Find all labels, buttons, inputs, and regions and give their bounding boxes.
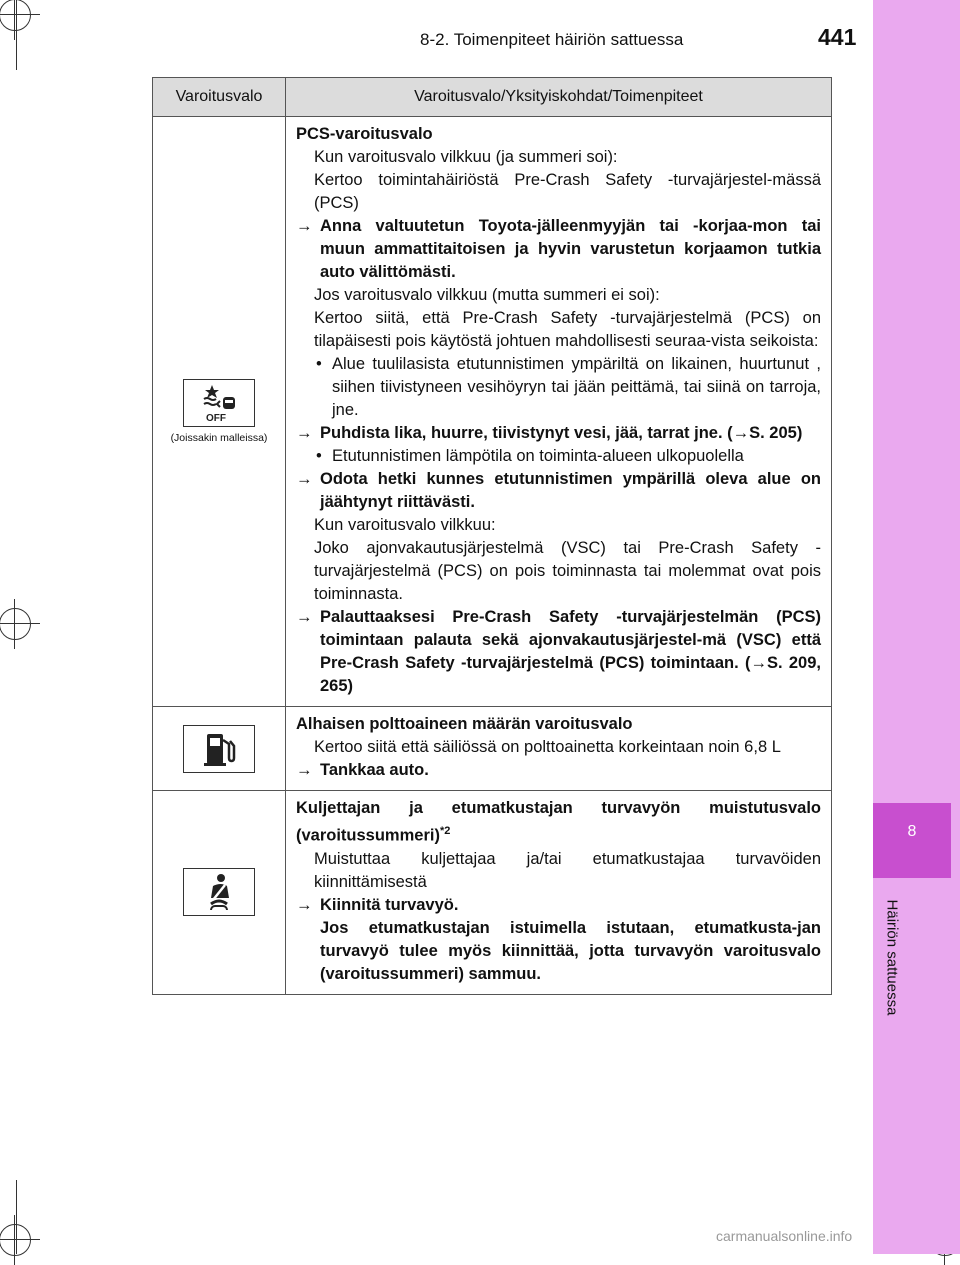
row-title xyxy=(296,797,821,848)
section-title: 8-2. Toimenpiteet häiriön sattuessa xyxy=(420,30,684,49)
details-cell xyxy=(286,791,832,995)
bullet-text: Alue tuulilasista etutunnistimen ympäriltä on likainen, huurtunut , siihen tiivistyneen vesihöyryn tai jään peittämä, tai siinä on tarroja, jne. xyxy=(332,355,821,419)
chapter-title-vertical xyxy=(880,886,904,1036)
action-item xyxy=(296,759,821,782)
column-header-details: Varoitusvalo/Yksityiskohdat/Toimenpiteet xyxy=(286,78,832,117)
action-item xyxy=(296,422,821,445)
action-text: Palauttaaksesi Pre-Crash Safety -turvajärjestelmän (PCS) toimintaan palauta sekä ajonvakautusjärjestel-mä (VSC) että Pre-Crash Safety -turvajärjestelmä (PCS) toimintaan. (→S. 209, 265) xyxy=(320,608,821,695)
arrow-icon: → xyxy=(296,895,313,914)
table-row xyxy=(153,117,832,707)
fuel-pump-icon xyxy=(183,725,255,773)
chapter-title: Häiriön sattuessa xyxy=(883,899,901,1016)
action-text: Tankkaa auto. xyxy=(320,761,429,779)
column-header-warning-light: Varoitusvalo xyxy=(153,78,286,117)
action-text: Anna valtuutetun Toyota-jälleenmyyjän tai -korjaa-mon tai muun ammattitaitoisen ja hyvin varustetun korjaamon tutkia auto välittömästi. xyxy=(320,217,821,281)
chapter-number: 8 xyxy=(907,823,917,840)
arrow-icon: → xyxy=(296,424,313,442)
warning-lights-table xyxy=(152,77,832,995)
bullet-item xyxy=(296,445,821,468)
detail-text: Jos varoitusvalo vilkkuu (mutta summeri ei soi): xyxy=(314,286,660,304)
bullet-text: Etutunnistimen lämpötila on toiminta-alueen ulkopuolella xyxy=(332,447,744,465)
detail-text: Kun varoitusvalo vilkkuu: xyxy=(314,516,496,534)
arrow-icon: → xyxy=(296,470,313,488)
arrow-icon: → xyxy=(296,608,313,626)
detail-text: Kun varoitusvalo vilkkuu (ja summeri soi): xyxy=(314,148,618,166)
icon-cell xyxy=(153,707,286,791)
row-title: PCS-varoitusvalo xyxy=(296,125,433,143)
action-text: Odota hetki kunnes etutunnistimen ympärillä oleva alue on jäähtynyt riittävästi. xyxy=(320,470,821,511)
table-row xyxy=(153,707,832,791)
bullet-icon: • xyxy=(316,355,322,373)
action-item xyxy=(296,468,821,514)
arrow-icon: → xyxy=(296,217,313,235)
action-text: Jos etumatkustajan istuimella istutaan, etumatkusta-jan turvavyö tulee myös kiinnittää, jotta turvavyön varoitusvalo (varoitussummeri) sammuu. xyxy=(320,918,821,983)
action-text: Kiinnitä turvavyö. xyxy=(320,895,459,914)
table-header-row xyxy=(153,78,832,117)
bullet-icon: • xyxy=(316,447,322,465)
icon-cell xyxy=(153,791,286,995)
icon-note: (Joissakin malleissa) xyxy=(170,432,268,444)
bullet-item xyxy=(296,353,821,422)
chapter-side-tab xyxy=(873,0,960,1254)
crop-mark-mid-left xyxy=(0,608,31,640)
detail-text: Kertoo toimintahäiriöstä Pre-Crash Safety -turvajärjestel-mässä (PCS) xyxy=(314,171,821,212)
icon-cell xyxy=(153,117,286,707)
trim-line xyxy=(16,1180,17,1254)
details-cell xyxy=(286,117,832,707)
detail-text: Kertoo siitä, että Pre-Crash Safety -turvajärjestelmä (PCS) on tilapäisesti pois käytöstä johtuen mahdollisesti seuraa-vista seikoista: xyxy=(314,309,821,350)
action-item-continued xyxy=(296,917,821,986)
trim-line xyxy=(16,0,17,70)
detail-text: Joko ajonvakautusjärjestelmä (VSC) tai Pre-Crash Safety -turvajärjestelmä (PCS) on pois toiminnasta tai molemmat ovat pois toiminnasta. xyxy=(314,539,821,603)
svg-text:OFF: OFF xyxy=(206,413,226,423)
detail-text: Kertoo siitä että säiliössä on polttoainetta korkeintaan noin 6,8 L xyxy=(314,738,781,756)
seatbelt-reminder-icon xyxy=(183,868,255,916)
row-title: Alhaisen polttoaineen määrän varoitusvalo xyxy=(296,715,633,733)
row-title-text: Kuljettajan ja etumatkustajan turvavyön muistutusvalo (varoitussummeri) xyxy=(296,799,821,845)
arrow-icon: → xyxy=(296,761,313,779)
details-cell xyxy=(286,707,832,791)
detail-text: Muistuttaa kuljettajaa ja/tai etumatkustajaa turvavöiden kiinnittämisestä xyxy=(314,849,821,891)
page-number: 441 xyxy=(818,24,857,50)
footnote-marker: *2 xyxy=(439,825,451,837)
table-row xyxy=(153,791,832,995)
action-text: Puhdista lika, huurre, tiivistynyt vesi, jää, tarrat jne. (→S. 205) xyxy=(320,424,803,442)
action-item xyxy=(296,894,821,917)
pcs-warning-icon xyxy=(183,379,255,427)
action-item xyxy=(296,606,821,698)
watermark: carmanualsonline.info xyxy=(716,1228,853,1244)
action-item xyxy=(296,215,821,284)
